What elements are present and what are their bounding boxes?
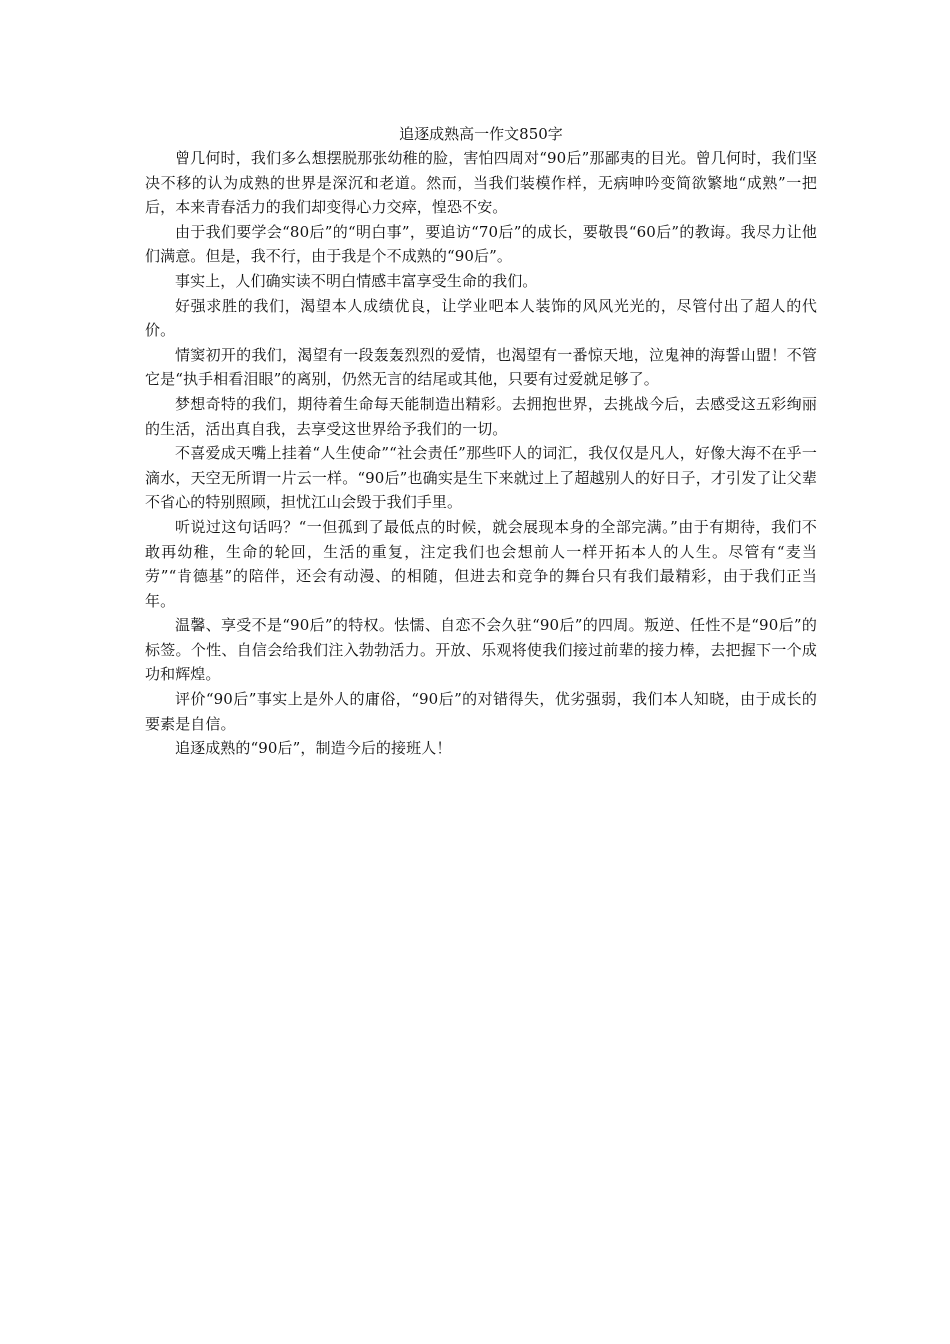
paragraph: 评价“90后”事实上是外人的庸俗，“90后”的对错得失，优劣强弱，我们本人知晓，由于成长的要素是自信。 [145,690,817,733]
paragraph: 曾几何时，我们多么想摆脱那张幼稚的脸，害怕四周对“90后”那鄙夷的目光。曾几何时，我们坚决不移的认为成熟的世界是深沉和老道。然而，当我们装模作样，无病呻吟变简欲繁地“成熟”一把后，本来青春活力的我们却变得心力交瘁，惶恐不安。 [145,149,817,217]
paragraph: 情窦初开的我们，渴望有一段轰轰烈烈的爱情，也渴望有一番惊天地，泣鬼神的海誓山盟！不管它是“执手相看泪眼”的离别，仍然无言的结尾或其他，只要有过爱就足够了。 [145,345,817,389]
paragraph: 温馨、享受不是“90后”的特权。怯懦、自恋不会久驻“90后”的四周。叛逆、任性不是“90后”的标签。个性、自信会给我们注入勃勃活力。开放、乐观将使我们接过前辈的接力棒，去把握下一个成功和辉煌。 [145,616,817,684]
document-title: 追逐成熟高一作文850字 [399,125,563,143]
paragraph: 梦想奇特的我们，期待着生命每天能制造出精彩。去拥抱世界，去挑战今后，去感受这五彩绚丽的生活，活出真自我，去享受这世界给予我们的一切。 [145,394,817,438]
paragraph: 事实上，人们确实读不明白情感丰富享受生命的我们。 [175,271,538,290]
document-body [145,122,817,761]
paragraph: 由于我们要学会“80后”的“明白事”，要追访“70后”的成长，要敬畏“60后”的教诲。我尽力让他们满意。但是，我不行，由于我是个不成熟的“90后”。 [145,222,817,266]
paragraph: 听说过这句话吗？“一但孤到了最低点的时候，就会展现本身的全部完满。”由于有期待，我们不敢再幼稚，生命的轮回，生活的重复，注定我们也会想前人一样开拓本人的人生。尽管有“麦当劳”“肯德基”的陪伴，还会有动漫、的相随，但进去和竞争的舞台只有我们最精彩，由于我们正当年。 [145,517,817,610]
paragraph: 好强求胜的我们，渴望本人成绩优良，让学业吧本人装饰的风风光光的，尽管付出了超人的代价。 [145,296,817,340]
paragraph: 不喜爱成天嘴上挂着“人生使命”“社会责任”那些吓人的词汇，我仅仅是凡人，好像大海不在乎一滴水，天空无所谓一片云一样。“90后”也确实是生下来就过上了超越别人的好日子，才引发了让父辈不省心的特别照顾，担忧江山会毁于我们手里。 [145,444,817,512]
paragraph: 追逐成熟的“90后”，制造今后的接班人！ [175,739,452,758]
